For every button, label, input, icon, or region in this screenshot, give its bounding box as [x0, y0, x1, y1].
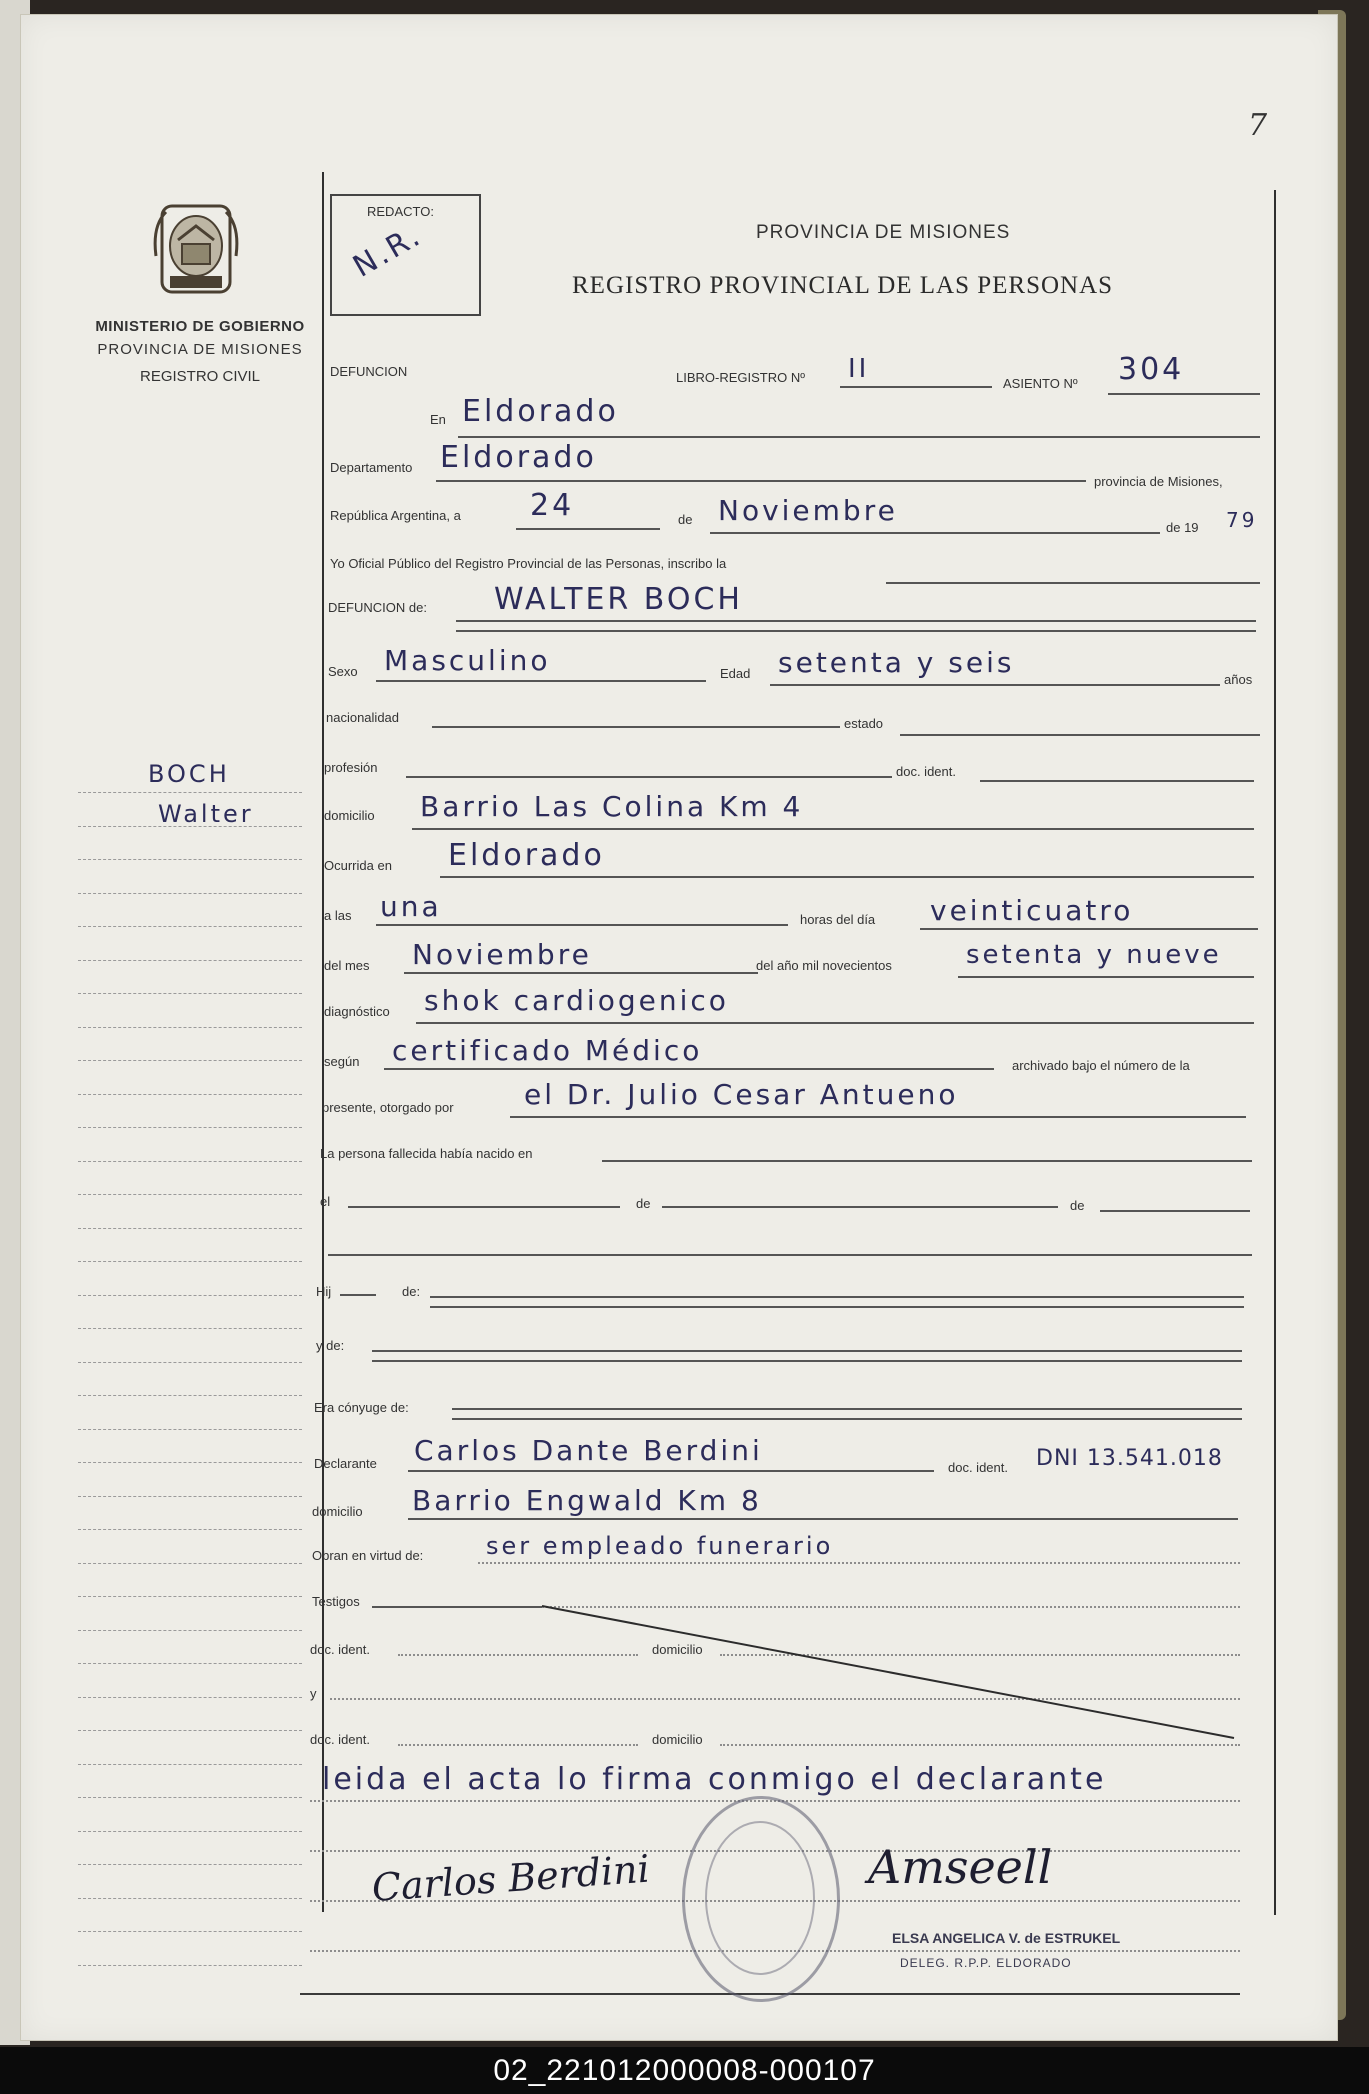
presente-label: presente, otorgado por	[322, 1100, 454, 1115]
margin-ruled-line	[78, 1663, 302, 1664]
margin-ruled-line	[78, 1027, 302, 1028]
coat-of-arms-seal-icon	[148, 196, 244, 300]
a-las-label: a las	[324, 908, 352, 923]
el-line	[348, 1206, 620, 1208]
margin-ruled-line	[78, 1797, 302, 1798]
ocurrida-line	[440, 876, 1254, 878]
margin-ruled-line	[78, 1898, 302, 1899]
nacido-label: La persona fallecida había nacido en	[320, 1146, 533, 1161]
archivado-label: archivado bajo el número de la	[1012, 1058, 1190, 1073]
del-mes-line	[404, 972, 758, 974]
libro-line	[840, 386, 992, 388]
conyuge-line	[452, 1408, 1242, 1410]
estado-label: estado	[844, 716, 884, 731]
del-ano-label: del año mil novecientos	[756, 958, 892, 973]
margin-ruled-line	[78, 859, 302, 860]
testigos-line	[372, 1606, 542, 1608]
hij-label: Hij	[316, 1284, 332, 1299]
t-doc1-label: doc. ident.	[310, 1642, 370, 1657]
edad-label: Edad	[720, 666, 751, 681]
sexo-value: Masculino	[384, 644, 551, 677]
margin-ruled-line	[78, 1596, 302, 1597]
margin-ruled-line	[78, 1328, 302, 1329]
en-label: En	[430, 412, 446, 427]
ministry-line-1: MINISTERIO DE GOBIERNO	[95, 318, 305, 335]
nacionalidad-line	[432, 726, 840, 728]
sexo-line	[376, 680, 706, 682]
de-label: de	[678, 512, 693, 527]
el-label: el	[320, 1194, 331, 1209]
del-ano-value: setenta y nueve	[966, 940, 1222, 970]
margin-ruled-line	[78, 960, 302, 961]
domicilio-line	[412, 828, 1254, 830]
a-las-line	[376, 924, 788, 926]
presente-line	[510, 1116, 1246, 1118]
ocurrida-value: Eldorado	[448, 838, 605, 873]
margin-ruled-line	[78, 1060, 302, 1061]
declarante-value: Carlos Dante Berdini	[414, 1434, 763, 1467]
decl-domicilio-line	[408, 1518, 1238, 1520]
estado-line	[900, 734, 1260, 736]
y-de-label: y de:	[316, 1338, 345, 1353]
margin-ruled-line	[78, 1529, 302, 1530]
blank-line	[328, 1254, 1252, 1256]
hij-de-line-2	[430, 1306, 1244, 1308]
margin-ruled-line	[78, 1496, 302, 1497]
obran-label: Obran en virtud de:	[312, 1548, 424, 1563]
year-label: de 19	[1166, 520, 1199, 535]
hij-suffix-line	[340, 1294, 376, 1296]
departamento-label: Departamento	[330, 460, 413, 475]
obran-dotted-line	[478, 1562, 1240, 1564]
horas-value: veinticuatro	[930, 894, 1134, 927]
nacionalidad-label: nacionalidad	[326, 710, 400, 725]
segun-line	[384, 1068, 994, 1070]
t-dom2-line	[720, 1744, 1240, 1746]
margin-ruled-line	[78, 1194, 302, 1195]
province-title: PROVINCIA DE MISIONES	[756, 222, 1011, 243]
defuncion-label: DEFUNCION	[330, 364, 408, 379]
segun-value: certificado Médico	[392, 1034, 703, 1067]
margin-ruled-line	[78, 1161, 302, 1162]
margin-ruled-line	[78, 1462, 302, 1463]
margin-given-name: Walter	[158, 800, 254, 828]
margin-ruled-line	[78, 1563, 302, 1564]
republica-label: República Argentina, a	[330, 508, 461, 523]
en-value: Eldorado	[462, 394, 619, 429]
libro-value: II	[848, 354, 870, 384]
edad-value: setenta y seis	[778, 646, 1015, 679]
en-line	[458, 436, 1260, 438]
margin-ruled-line	[78, 1764, 302, 1765]
del-mes-label: del mes	[324, 958, 370, 973]
sexo-label: Sexo	[328, 664, 358, 679]
departamento-value: Eldorado	[440, 440, 597, 475]
yo-oficial-line	[886, 582, 1260, 584]
registry-title: REGISTRO PROVINCIAL DE LAS PERSONAS	[572, 272, 1114, 299]
del-mes-value: Noviembre	[412, 938, 592, 971]
margin-ruled-line	[78, 1228, 302, 1229]
doc-ident-label: doc. ident.	[896, 764, 956, 779]
anos-label: años	[1224, 672, 1253, 687]
redacto-initials: N.R.	[347, 217, 429, 285]
month-line	[710, 532, 1160, 534]
official-stamp-inner	[705, 1821, 815, 1975]
defuncion-de-line-2	[456, 630, 1256, 632]
ministry-line-3: REGISTRO CIVIL	[139, 368, 261, 385]
margin-ruled-line	[78, 1831, 302, 1832]
form-right-rule	[1274, 190, 1276, 1915]
t-dom1-label: domicilio	[652, 1642, 703, 1657]
conyuge-line-2	[452, 1418, 1242, 1420]
de2-label: de	[636, 1196, 651, 1211]
libro-label: LIBRO-REGISTRO Nº	[676, 370, 805, 385]
de3-label: de	[1070, 1198, 1085, 1213]
margin-ruled-line	[78, 1630, 302, 1631]
diagnostico-line	[416, 1022, 1254, 1024]
hij-de-label: de:	[402, 1284, 421, 1299]
horas-line	[920, 928, 1258, 930]
domicilio-value: Barrio Las Colina Km 4	[420, 790, 804, 823]
margin-ruled-line	[78, 1362, 302, 1363]
yo-oficial-text: Yo Oficial Público del Registro Provincial de las Personas, inscribo la	[330, 556, 727, 571]
margin-ruled-line	[78, 1697, 302, 1698]
obran-value: ser empleado funerario	[486, 1532, 834, 1560]
ocurrida-label: Ocurrida en	[324, 858, 392, 873]
y-de-line	[372, 1350, 1242, 1352]
testigos-label: Testigos	[312, 1594, 360, 1609]
day-value: 24	[530, 488, 575, 523]
margin-ruled-line	[78, 1094, 302, 1095]
official-role: DELEG. R.P.P. ELDORADO	[900, 1956, 1072, 1970]
day-line	[516, 528, 660, 530]
margin-ruled-line	[78, 1965, 302, 1966]
t-doc2-line	[398, 1744, 638, 1746]
month-value: Noviembre	[718, 494, 898, 527]
decl-domicilio-value: Barrio Engwald Km 8	[412, 1484, 762, 1517]
witness-cancel-stroke	[540, 1600, 1240, 1740]
ministry-block	[80, 318, 320, 385]
edad-line	[770, 684, 1220, 686]
closing-text: leida el acta lo firma conmigo el declarante	[322, 1762, 1107, 1797]
t-doc2-label: doc. ident.	[310, 1732, 370, 1747]
t-dom2-label: domicilio	[652, 1732, 703, 1747]
profesion-line	[406, 776, 892, 778]
conyuge-label: Era cónyuge de:	[314, 1400, 409, 1415]
asiento-label: ASIENTO Nº	[1003, 376, 1078, 391]
doc-ident-line	[980, 780, 1254, 782]
declarante-label: Declarante	[314, 1456, 377, 1471]
decl-doc-label: doc. ident.	[948, 1460, 1008, 1475]
declarante-signature: Carlos Berdini	[370, 1846, 652, 1910]
official-signature: Amseell	[868, 1840, 1053, 1894]
decl-doc-value: DNI 13.541.018	[1036, 1446, 1223, 1471]
domicilio-label: domicilio	[324, 808, 375, 823]
a-las-value: una	[380, 890, 442, 923]
segun-label: según	[324, 1054, 360, 1069]
margin-ruled-line	[78, 792, 302, 793]
de3-line	[1100, 1210, 1250, 1212]
departamento-line	[436, 480, 1086, 482]
redacto-label: REDACTO:	[367, 204, 434, 219]
margin-ruled-line	[78, 1931, 302, 1932]
defuncion-de-label: DEFUNCION de:	[328, 600, 427, 615]
presente-value: el Dr. Julio Cesar Antueno	[524, 1078, 959, 1111]
asiento-value: 304	[1118, 352, 1185, 387]
declarante-line	[408, 1470, 934, 1472]
decl-domicilio-label: domicilio	[312, 1504, 363, 1519]
scan-id-footer: 02_221012000008-000107	[0, 2047, 1369, 2094]
margin-ruled-line	[78, 893, 302, 894]
y-de-line-2	[372, 1360, 1242, 1362]
official-stamp	[682, 1796, 840, 2002]
ministry-line-2: PROVINCIA DE MISIONES	[97, 341, 303, 358]
nacido-line	[602, 1160, 1252, 1162]
margin-ruled-line	[78, 993, 302, 994]
de2-line	[662, 1206, 1058, 1208]
margin-ruled-line	[78, 1261, 302, 1262]
margin-ruled-line	[78, 1864, 302, 1865]
margin-surname: BOCH	[148, 760, 230, 788]
page-number: 7	[1248, 108, 1268, 143]
margin-ruled-line	[78, 926, 302, 927]
margin-ruled-line	[78, 1127, 302, 1128]
diagnostico-label: diagnóstico	[324, 1004, 390, 1019]
margin-ruled-line	[78, 1730, 302, 1731]
defuncion-de-value: WALTER BOCH	[494, 582, 743, 617]
horas-label: horas del día	[800, 912, 876, 927]
margin-ruled-line	[78, 1295, 302, 1296]
defuncion-de-line	[456, 620, 1256, 622]
official-name: ELSA ANGELICA V. de ESTRUKEL	[892, 1930, 1121, 1946]
profesion-label: profesión	[324, 760, 378, 775]
diagnostico-value: shok cardiogenico	[424, 984, 729, 1017]
del-ano-line	[958, 976, 1254, 978]
margin-ruled-line	[78, 1395, 302, 1396]
provincia-suffix: provincia de Misiones,	[1094, 474, 1223, 489]
t-y-label: y	[310, 1686, 317, 1701]
margin-ruled-line	[78, 1429, 302, 1430]
asiento-line	[1108, 393, 1260, 395]
year-value: 79	[1226, 508, 1258, 532]
hij-de-line	[430, 1296, 1244, 1298]
